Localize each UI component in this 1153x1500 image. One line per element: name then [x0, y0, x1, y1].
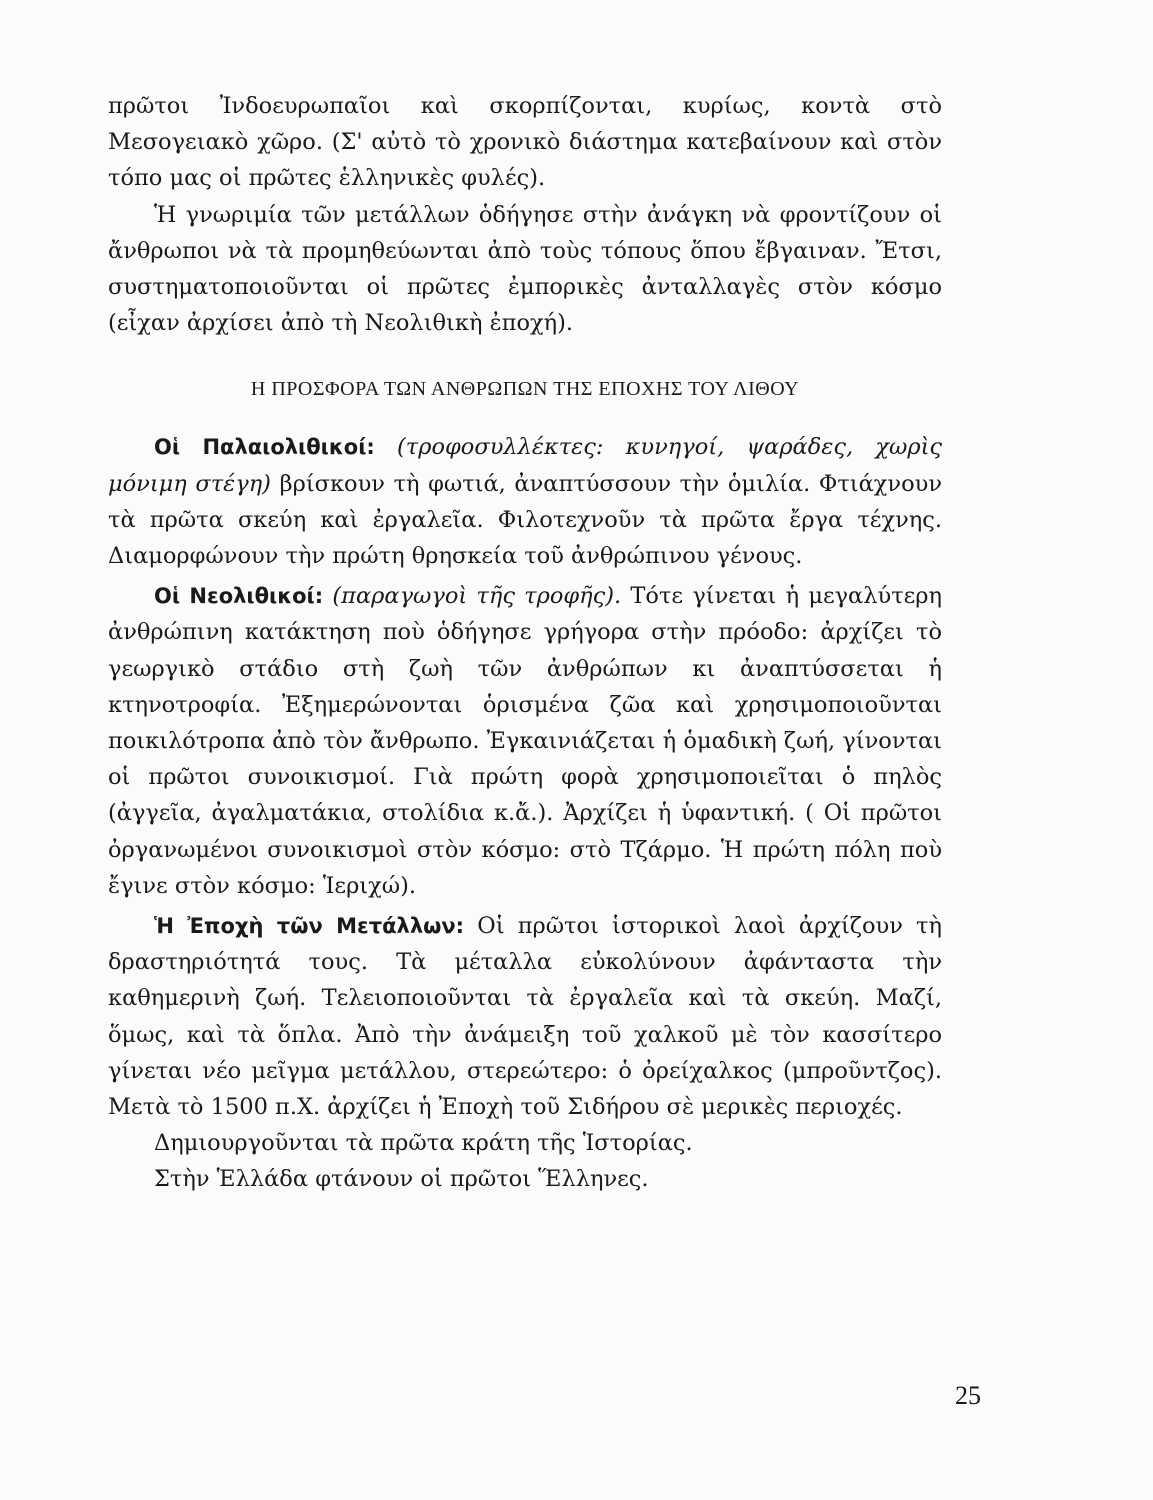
section-title: Η ΠΡΟΣΦΟΡΑ ΤΩΝ ΑΝΘΡΩΠΩΝ ΤΗΣ ΕΠΟΧΗΣ ΤΟΥ ΛΙΘΟΥ [250, 378, 800, 401]
metals-paragraph [108, 908, 942, 1125]
paleolithic-subtitle: (τροφοσυλλέκτες: κυνηγοί, ψαράδες, χωρὶς μόνιμη στέγη) [108, 434, 942, 497]
intro-paragraph-2: Ἡ γνωριμία τῶν μετάλλων ὁδήγησε στὴν ἀνάγκη νὰ φροντίζουν οἱ ἄνθρωποι νὰ τὰ προμηθεύωνται ἀπὸ τοὺς τόπους ὅπου ἔβγαιναν. Ἔτσι, συστηματοποιοῦνται οἱ πρῶτες ἐμπορικὲς ἀνταλλαγὲς στὸν κόσμο (εἶχαν ἀρχίσει ἀπὸ τὴ Νεολιθικὴ ἐποχή). [108, 201, 942, 337]
neolithic-subtitle: (παραγωγοὶ τῆς τροφῆς). [332, 583, 622, 610]
metals-lead: Ἡ Ἐποχὴ τῶν Μετάλλων: [154, 914, 465, 939]
neolithic-text: Τότε γίνεται ἡ μεγαλύτερη ἀνθρώπινη κατάκτηση ποὺ ὁδήγησε γρήγορα στὴν πρόοδο: ἀρχίζει τὸ γεωργικὸ στάδιο στὴ ζωὴ τῶν ἀνθρώπων κι ἀναπτύσσεται ἡ κτηνοτροφία. Ἐξημερώνονται ὁρισμένα ζῶα καὶ χρησιμοποιοῦνται ποικιλότροπα ἀπὸ τὸν ἄνθρωπο. Ἐγκαινιάζεται ἡ ὁμαδικὴ ζωή, γίνονται οἱ πρῶτοι συνοικισμοί. Γιὰ πρώτη φορὰ χρησιμοποιεῖται ὁ πηλὸς (ἀγγεῖα, ἀγαλματάκια, στολίδια κ.ἄ.). Ἀρχίζει ἡ ὑφαντική. ( Οἱ πρῶτοι ὀργανωμένοι συνοικισμοὶ στὸν κόσμο: στὸ Τζάρμο. Ἡ πρώτη πόλη ποὺ ἔγινε στὸν κόσμο: Ἱεριχώ). [108, 583, 943, 899]
paleolithic-text: βρίσκουν τὴ φωτιά, ἀναπτύσσουν τὴν ὁμιλία. Φτιάχνουν τὰ πρῶτα σκεύη καὶ ἐργαλεῖα. Φιλοτεχνοῦν τὰ πρῶτα ἔργα τέχνης. Διαμορφώνουν τὴν πρώτη θρησκεία τοῦ ἀνθρώπινου γένους. [108, 470, 942, 570]
neolithic-lead: Οἱ Νεολιθικοί: [154, 584, 324, 609]
intro-paragraph-1: πρῶτοι Ἰνδοευρωπαῖοι καὶ σκορπίζονται, κυρίως, κοντὰ στὸ Μεσογειακὸ χῶρο. (Σ' αὐτὸ τὸ χρονικὸ διάστημα κατεβαίνουν καὶ στὸν τόπο μας οἱ πρῶτες ἑλληνικὲς φυλές). [108, 93, 942, 192]
page-body [108, 88, 942, 1198]
page-number: 25 [955, 1381, 981, 1410]
closing-line-1: Δημιουργοῦνται τὰ πρῶτα κράτη τῆς Ἱστορίας. [154, 1130, 693, 1157]
paleolithic-lead: Οἱ Παλαιολιθικοί: [154, 435, 375, 460]
paleolithic-paragraph [108, 429, 942, 574]
closing-line-2: Στὴν Ἑλλάδα φτάνουν οἱ πρῶτοι Ἕλληνες. [154, 1166, 649, 1193]
metals-text: Οἱ πρῶτοι ἱστορικοὶ λαοὶ ἀρχίζουν τὴ δραστηριότητά τους. Τὰ μέταλλα εὐκολύνουν ἀφάνταστα τὴν καθημερινὴ ζωή. Τελειοποιοῦνται τὰ ἐργαλεῖα καὶ τὰ σκεύη. Μαζί, ὅμως, καὶ τὰ ὅπλα. Ἀπὸ τὴν ἀνάμειξη τοῦ χαλκοῦ μὲ τὸν κασσίτερο γίνεται νέο μεῖγμα μετάλλου, στερεώτερο: ὁ ὀρείχαλκος (μπροῦντζος). Μετὰ τὸ 1500 π.Χ. ἀρχίζει ἡ Ἐποχὴ τοῦ Σιδήρου σὲ μερικὲς περιοχές. [108, 913, 942, 1121]
neolithic-paragraph [108, 578, 942, 904]
